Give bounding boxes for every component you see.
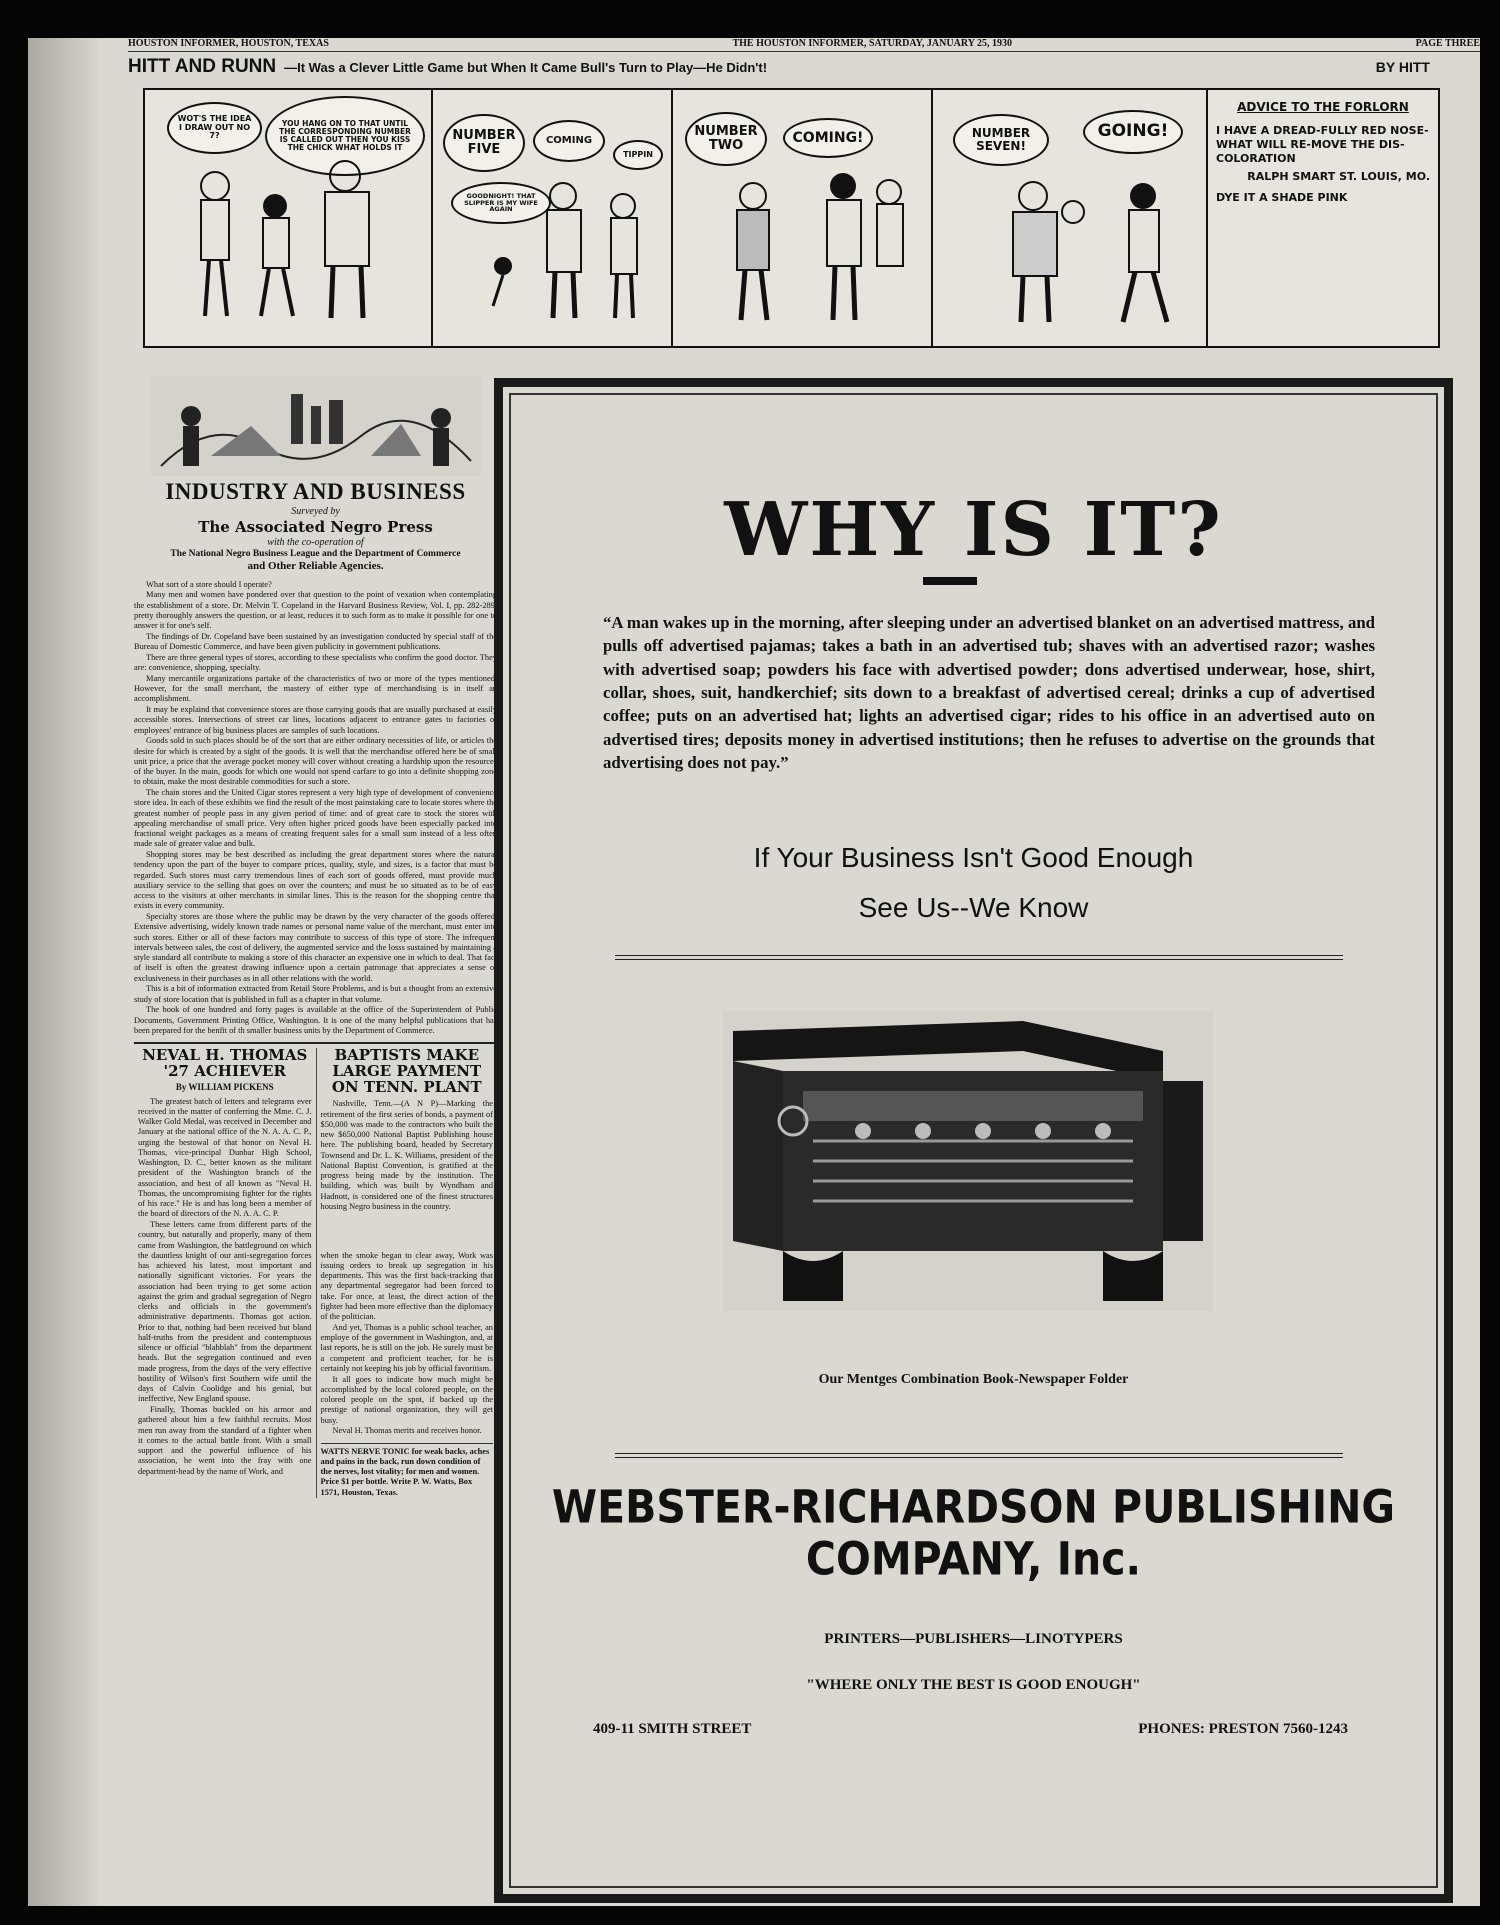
comic-header bbox=[128, 56, 1480, 80]
advice-panel bbox=[1208, 90, 1438, 346]
advice-letter: I HAVE A DREAD-FULLY RED NOSE-WHAT WILL RE-MOVE THE DIS-COLORATION bbox=[1216, 123, 1429, 166]
column-gap bbox=[321, 1213, 494, 1251]
thomas-byline: By WILLIAM PICKENS bbox=[175, 1081, 274, 1092]
ad-quote: “A man wakes up in the morning, after sleeping under an advertised blanket on an advertised mattress, and pulls off advertised pajamas; takes a bath in an advertised tub; shaves with an advertised razor; washes with advertised soap; powders his face with advertised powder; dons advertised underwear, hose, shirt, collar, shoes, suit, handkerchief; sits down to a breakfast of advertised cereal; drinks a cup of advertised coffee; puts on an advertised hat; lights an advertised cigar; rides to his office in an advertised auto on advertised tires; deposits money in advertised institutions; then he refuses to advertise on the grounds that advertising does not pay.” bbox=[603, 613, 1375, 773]
paragraph: There are three general types of stores, according to these specialists who confirm the good doctor. They are: convenience, shopping, specialty. bbox=[134, 652, 497, 673]
paragraph: The greatest batch of letters and telegrams ever received in the matter of conferring the Mme. C. J. Walker Gold Medal, was received in December and January at the national office of the N. A. A. C. P., urging the bestowal of that honor on Neval H. Thomas, vice-principal Dunbar High School, Washington, D. C., better known as the militant president of the Washington branch of the association, and best of all known as "Neval H. Thomas, the uncompromising fighter for the rights of his race." He is and has long been a member of the board of directors of the N. A. A. C. P. bbox=[138, 1096, 312, 1219]
divider bbox=[615, 955, 1343, 960]
paragraph: What sort of a store should I operate? bbox=[146, 579, 272, 589]
paragraph: The book of one hundred and forty pages is available at the office of the Superintendent of Public Documents, Government Printing Office, Washington. It is one of the many helpful publications that has been prepared for the benfit of th smaller business units by the Department of Commerce. bbox=[134, 1005, 497, 1035]
industry-cooperation: with the co-operation of bbox=[267, 536, 364, 548]
thomas-headline-2: '27 ACHIEVER bbox=[163, 1061, 286, 1080]
page-edge bbox=[28, 38, 98, 1906]
paragraph: The findings of Dr. Copeland have been sustained by an investigation conducted by special staff of the Bureau of Domestic Commerce, and have been given publicity in government publications. bbox=[134, 631, 497, 652]
speech-bubble: WOT'S THE IDEA I DRAW OUT NO 7? bbox=[167, 102, 262, 154]
paragraph: Many mercantile organizations partake of the characteristics of two or more of the types mentioned. However, for the small merchant, the mastery of either type of merchandising is in itself an accomplishment. bbox=[134, 673, 497, 704]
paragraph: And yet, Thomas is a public school teacher, an employe of the government in Washington, and, at last reports, he is still on the job. He surely must be a competent and proficient teacher, for he is certainly not keeping his job by official favoritism. bbox=[320, 1322, 493, 1373]
baptists-headline-1: BAPTISTS MAKE bbox=[334, 1046, 480, 1065]
paragraph: The chain stores and the United Cigar stores represent a very high type of development of convenience store idea. In each of these exhibits we find the result of the most painstaking care to locate stores where the greatest number of people pass in any given period of time: and of great care to stock the stores with appealing merchandise of small price. Very often higher priced goods have been especially packed into fractional weight packages as a means of creating frequent sales for a small sum instead of a less often made sale of greater value and bulk. bbox=[134, 788, 497, 849]
company-address: 409-11 SMITH STREET bbox=[593, 1721, 752, 1737]
paragraph: This is a bit of information extracted from Retail Store Problems, and is but a thought from an extensive study of store location that is published in full as a chapter in that volume. bbox=[134, 984, 497, 1004]
advice-title: ADVICE TO THE FORLORN bbox=[1237, 100, 1409, 114]
industry-article bbox=[134, 580, 497, 1037]
thomas-headline-1: NEVAL H. THOMAS bbox=[142, 1046, 308, 1065]
baptists-article bbox=[316, 1048, 498, 1498]
divider bbox=[615, 1453, 1343, 1458]
industry-illustration-icon bbox=[151, 376, 481, 476]
ad-headline: WHY IS IT? bbox=[724, 487, 1223, 573]
paragraph: It may be explaind that convenience stores are those carrying goods that are usually purchased at easily accessible stores. Intersections of street car lines, locations adjacent to entrance gates to factories or employees' entrance of big business places are samples of such locations. bbox=[134, 705, 497, 735]
advice-signature: RALPH SMART ST. LOUIS, MO. bbox=[1247, 170, 1430, 184]
comic-panel-3 bbox=[673, 90, 933, 346]
speech-bubble: NUMBER TWO bbox=[685, 112, 767, 166]
paragraph: These letters came from different parts of the country, but naturally and properly, many of them came from Washington, the battleground on which the dauntless knight of our anti-segregation forces has achieved his latest, most important and nationally significant victories. For years the association had been trying to get some action against the grim and gradual segregation of Negro clerks and officials in the government's administrative departments. Thomas got action. Prior to that, nothing had been received but bland half-truths from the president and contemptuous silence or official "blahblah" from the department heads. But the segregation continued and even made progress, from the days of the very effective hostility of Wilson's first Southern wife until the days of Calvin Coolidge and his genial, but ineffective, New England spouse. bbox=[138, 1220, 312, 1404]
masthead bbox=[128, 38, 1480, 52]
folder-machine-icon bbox=[723, 1011, 1213, 1311]
industry-agencies: and Other Reliable Agencies. bbox=[247, 560, 384, 573]
paragraph: Nashville, Tenn.—(A N P)—Marking the retirement of the first series of bonds, a payment of $50,000 was made to the contractors who built the new $650,000 National Baptist Publishing house here. The publishing board, headed by Secretary Townsend and Dr. L. K. Williams, president of the National Baptist Convention, is gratified at the progress being made by the institution. The building, which was built by Wyndham and Hadnott, is considered one of the finest structures housing Negro business in the country. bbox=[320, 1099, 493, 1211]
comic-figures-icon bbox=[443, 176, 663, 326]
speech-bubble: COMING bbox=[533, 120, 605, 162]
comic-figures-icon bbox=[963, 176, 1193, 326]
comic-title: HITT AND RUNN bbox=[128, 56, 277, 77]
speech-bubble: TIPPIN bbox=[613, 140, 663, 170]
advertisement bbox=[494, 378, 1453, 1903]
speech-bubble: GOING! bbox=[1083, 110, 1183, 154]
machine-caption: Our Mentges Combination Book-Newspaper Folder bbox=[818, 1372, 1129, 1387]
comic-panel-1 bbox=[145, 90, 433, 346]
speech-bubble: YOU HANG ON TO THAT UNTIL THE CORRESPONDING NUMBER IS CALLED OUT THEN YOU KISS THE CHICK WHAT HOLDS IT bbox=[265, 96, 425, 176]
comic-panel-4 bbox=[933, 90, 1208, 346]
paragraph: Many men and women have pondered over that question to the point of vexation when contemplating the establishment of a store. Dr. Melvin T. Copeland in the Harvard Business Review, Vol. I, pp. 282-289, pretty thoroughly answers the question, or at least, reduces it to such form as to make it possible for one to answer it for one's self. bbox=[134, 590, 497, 631]
comic-panel-2 bbox=[433, 90, 673, 346]
thomas-article bbox=[134, 1048, 316, 1498]
paragraph: Goods sold in such places should be of the sort that are either ordinary necessities of life, or articles the desire for which is created by a sight of the goods. It is well that the merchandise offered here be of small unit price, a price that the average pocket money will cover without creating a hardship upon the resources of the buyer. In the main, goods for which one would not spend carfare to go into a definite shopping zone to obtain, make the most desirable commodities for such a store. bbox=[134, 736, 497, 787]
newspaper-page bbox=[28, 38, 1480, 1906]
industry-anp: The Associated Negro Press bbox=[198, 518, 433, 537]
company-name-1: WEBSTER-RICHARDSON PUBLISHING bbox=[551, 1480, 1396, 1534]
ad-line-1: If Your Business Isn't Good Enough bbox=[753, 842, 1194, 873]
industry-league: The National Negro Business League and the Department of Commerce bbox=[170, 548, 461, 559]
masthead-center: THE HOUSTON INFORMER, SATURDAY, JANUARY 25, 1930 bbox=[732, 38, 1013, 49]
ad-line-2: See Us--We Know bbox=[858, 892, 1089, 923]
watts-ad: WATTS NERVE TONIC for weak backs, aches and pains in the back, run down condition of the nerves, lost vitality; for men and women. Price $1 per bottle. Write P. W. Watts, Box 1571, Houston, Texas. bbox=[321, 1443, 494, 1498]
comic-byline: BY HITT bbox=[1375, 59, 1430, 75]
advice-answer: DYE IT A SHADE PINK bbox=[1216, 190, 1348, 204]
paragraph: Finally, Thomas buckled on his armor and gathered about him a few faithful recruits. Most men run away from the standard of a fighter when it comes to the actual battle front. With a small support and the powerful influence of his association, he went into the fray with one department-head by the name of Work, and bbox=[138, 1405, 312, 1476]
company-phones: PHONES: PRESTON 7560-1243 bbox=[1138, 1721, 1348, 1737]
company-name-2: COMPANY, Inc. bbox=[805, 1532, 1142, 1586]
comic-figures-icon bbox=[165, 156, 415, 326]
speech-bubble: NUMBER SEVEN! bbox=[953, 114, 1049, 166]
comic-subtitle: —It Was a Clever Little Game but When It Came Bull's Turn to Play—He Didn't! bbox=[284, 60, 768, 75]
baptists-headline-2: LARGE PAYMENT bbox=[332, 1061, 482, 1080]
company-motto: "WHERE ONLY THE BEST IS GOOD ENOUGH" bbox=[806, 1677, 1141, 1693]
speech-bubble: NUMBER FIVE bbox=[443, 114, 525, 172]
paragraph: Specialty stores are those where the public may be drawn by the very character of the goods offered. Extensive advertising, widely known trade names or personal name value of the merchant, must enter into such stores. Either or all of these factors may contribute to success of this type of store. The infrequent intervals between sales, the cost of delivery, the augmented service and the losss sustained by maintaining a style standard all contribute to making a store of this character an expensive one in which to deal. That fact of itself is often the greatest drawing influence upon a certain patronage that appreciates a sense of exclusiveness in their purchases as in all other relations with the world. bbox=[134, 912, 497, 983]
industry-surveyed: Surveyed by bbox=[291, 506, 340, 518]
advertisement-inner bbox=[509, 393, 1438, 1888]
paragraph: Neval H. Thomas merits and receives honor. bbox=[332, 1426, 482, 1436]
company-trades: PRINTERS—PUBLISHERS—LINOTYPERS bbox=[824, 1631, 1123, 1647]
masthead-left: HOUSTON INFORMER, HOUSTON, TEXAS bbox=[128, 38, 329, 49]
industry-title: INDUSTRY AND BUSINESS bbox=[165, 479, 466, 504]
paragraph: Shopping stores may be best described as including the great department stores where the natural tendency upon the part of the buyer to compare prices, quality, style, and sizes, is a factor that must be regarded. Such stores must carry tremendous lines of each sort of goods offered, must provide much auxiliary service to the selling that goes on over the counters; and must be so situated as to be of easy access to the visitors at other merchants in similar lines. This is the reason for the shopping centre that exists in every community. bbox=[134, 850, 497, 911]
divider bbox=[923, 577, 977, 585]
comic-strip bbox=[143, 88, 1440, 348]
masthead-right: PAGE THREE bbox=[1415, 38, 1480, 49]
speech-bubble: COMING! bbox=[783, 118, 873, 158]
left-column bbox=[134, 376, 497, 1896]
paragraph: when the smoke began to clear away, Work was issuing orders to break up segregation in his departments. This was the first back-tracking that any departmental segregator had been forced to take. For once, at least, the direct action of the fighter had been more effective than the diplomacy of the politician. bbox=[320, 1250, 493, 1322]
lower-articles bbox=[134, 1042, 497, 1498]
baptists-headline-3: ON TENN. PLANT bbox=[331, 1077, 482, 1096]
comic-figures-icon bbox=[693, 166, 913, 326]
speech-bubble: GOODNIGHT! THAT SLIPPER IS MY WIFE AGAIN bbox=[451, 182, 551, 224]
paragraph: It all goes to indicate how much might be accomplished by the local colored people, on the colored people on the spot, if backed up the prestige of national organization, they will get busy. bbox=[320, 1374, 493, 1425]
